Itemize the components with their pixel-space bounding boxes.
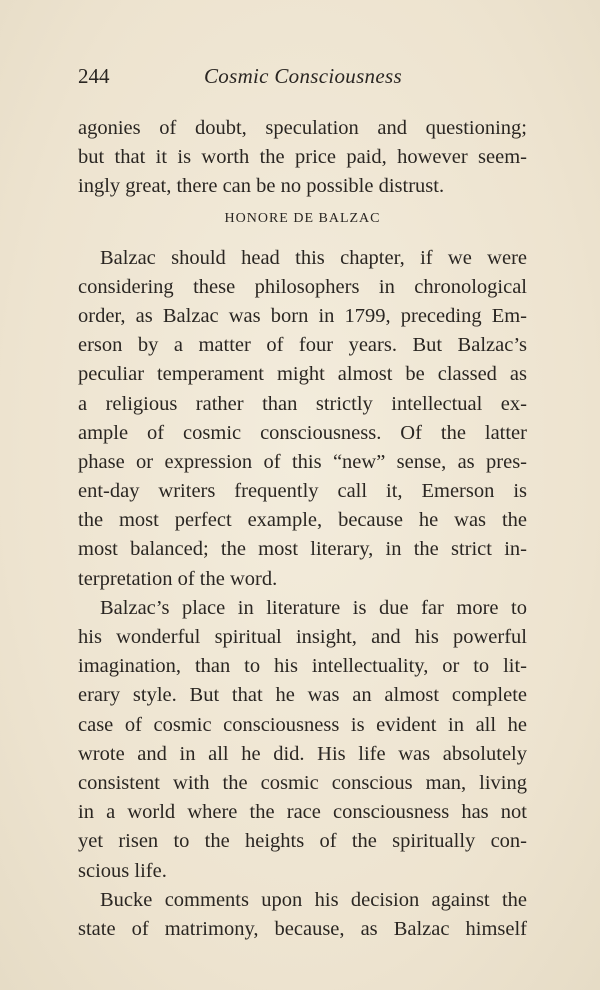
- paragraph-first-line: Bucke comments upon his decision against the: [100, 888, 527, 911]
- text-line: the most perfect example, because he was the: [78, 509, 527, 532]
- text-line: erson by a matter of four years. But Balzac’s: [78, 334, 527, 357]
- text-line: scious life.: [78, 859, 167, 882]
- text-line: yet risen to the heights of the spiritually con-: [78, 830, 527, 853]
- text-line: peculiar temperament might almost be classed as: [78, 363, 527, 386]
- text-line: most balanced; the most literary, in the strict in-: [78, 538, 527, 561]
- text-line: but that it is worth the price paid, however seem-: [78, 146, 527, 169]
- section-heading: HONORE DE BALZAC: [224, 210, 381, 226]
- text-line: imagination, than to his intellectuality, or to lit-: [78, 655, 527, 678]
- text-line: state of matrimony, because, as Balzac himself: [78, 917, 527, 940]
- text-line: his wonderful spiritual insight, and his powerful: [78, 626, 527, 648]
- page-body: [78, 114, 527, 944]
- text-line: terpretation of the word.: [78, 567, 278, 590]
- text-line: considering these philosophers in chronological: [78, 275, 527, 298]
- text-line: wrote and in all he did. His life was absolutely: [78, 742, 527, 765]
- text-line: erary style. But that he was an almost complete: [78, 684, 527, 707]
- running-header: [78, 64, 528, 92]
- text-line: ent-day writers frequently call it, Emerson is: [78, 480, 527, 503]
- running-title: Cosmic Consciousness: [204, 64, 402, 88]
- paragraph-first-line: Balzac’s place in literature is due far more to: [100, 596, 527, 619]
- text-line: ample of cosmic consciousness. Of the latter: [78, 421, 527, 444]
- text-line: case of cosmic consciousness is evident in all he: [78, 713, 527, 736]
- text-line: a religious rather than strictly intellectual ex-: [78, 392, 527, 415]
- text-line: consistent with the cosmic conscious man, living: [78, 771, 527, 794]
- text-line: order, as Balzac was born in 1799, preceding Em-: [78, 304, 527, 327]
- text-line: phase or expression of this “new” sense, as pres-: [78, 450, 527, 473]
- text-line: ingly great, there can be no possible distrust.: [78, 175, 445, 198]
- page-number: 244: [78, 64, 110, 88]
- paragraph-first-line: Balzac should head this chapter, if we were: [100, 246, 527, 269]
- text-line: in a world where the race consciousness has not: [78, 801, 527, 824]
- text-line: agonies of doubt, speculation and questioning;: [78, 117, 527, 139]
